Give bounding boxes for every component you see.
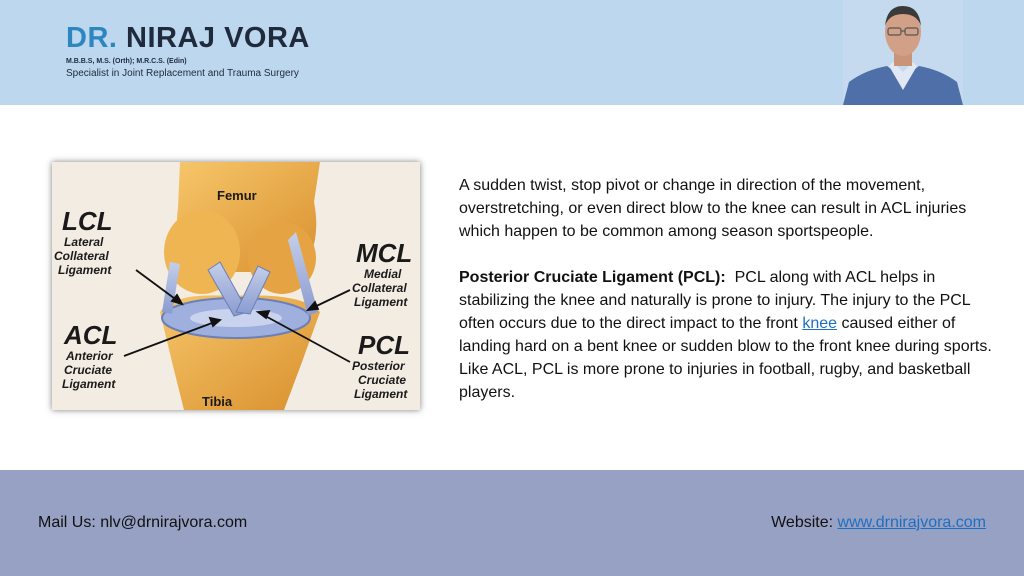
pcl-heading: Posterior Cruciate Ligament (PCL):	[459, 269, 726, 286]
lcl-line3: Ligament	[58, 263, 112, 277]
website-label: Website:	[771, 514, 834, 531]
brand-dr: DR.	[66, 22, 118, 54]
pcl-text-part1: PCL along with ACL helps in stabilizing the knee and naturally is prone to injury. The injury to the PCL often occurs due to the direct impact to the front	[459, 269, 971, 332]
acl-abbr: ACL	[64, 320, 118, 350]
brand-name	[66, 22, 310, 55]
lcl-line1: Lateral	[64, 235, 104, 249]
acl-line3: Ligament	[62, 377, 116, 391]
doctor-photo	[843, 0, 963, 105]
knee-ligament-diagram	[52, 162, 420, 410]
website-link[interactable]: www.drnirajvora.com	[837, 514, 986, 531]
pcl-line2: Cruciate	[358, 373, 407, 387]
mail-contact: Mail Us: nlv@drnirajvora.com	[38, 514, 248, 531]
knee-link[interactable]: knee	[802, 315, 838, 332]
website-contact	[771, 514, 986, 532]
mcl-line3: Ligament	[354, 295, 408, 309]
pcl-line1: Posterior	[352, 359, 405, 373]
acl-injury-paragraph: A sudden twist, stop pivot or change in direction of the movement, overstretching, or even direct blow to the knee can result in ACL injuries which happen to be common among season sportspeople.	[459, 177, 967, 240]
pcl-text-part2: caused either of landing hard on a bent knee or sudden blow to the front knee during sports. Like ACL, PCL is more prone to injuries in football, rugby, and basketball players.	[459, 315, 992, 401]
brand-logo	[66, 22, 310, 79]
femur-label: Femur	[217, 188, 257, 203]
brand-specialty: Specialist in Joint Replacement and Trauma Surgery	[66, 68, 299, 79]
brand-surname: NIRAJ VORA	[126, 22, 310, 54]
acl-line2: Cruciate	[64, 363, 113, 377]
lcl-abbr: LCL	[62, 206, 113, 236]
tibia-label: Tibia	[202, 394, 233, 409]
mcl-line2: Collateral	[352, 281, 407, 295]
pcl-line3: Ligament	[354, 387, 408, 401]
pcl-abbr: PCL	[358, 330, 410, 360]
header-bar	[0, 0, 1024, 105]
pcl-paragraph	[459, 266, 994, 404]
mcl-abbr: MCL	[356, 238, 413, 268]
acl-line1: Anterior	[66, 349, 113, 363]
mcl-line1: Medial	[364, 267, 402, 281]
article-text	[459, 174, 994, 404]
lcl-line2: Collateral	[54, 249, 109, 263]
brand-degrees: M.B.B.S, M.S. (Orth); M.R.C.S. (Edin)	[66, 58, 187, 65]
